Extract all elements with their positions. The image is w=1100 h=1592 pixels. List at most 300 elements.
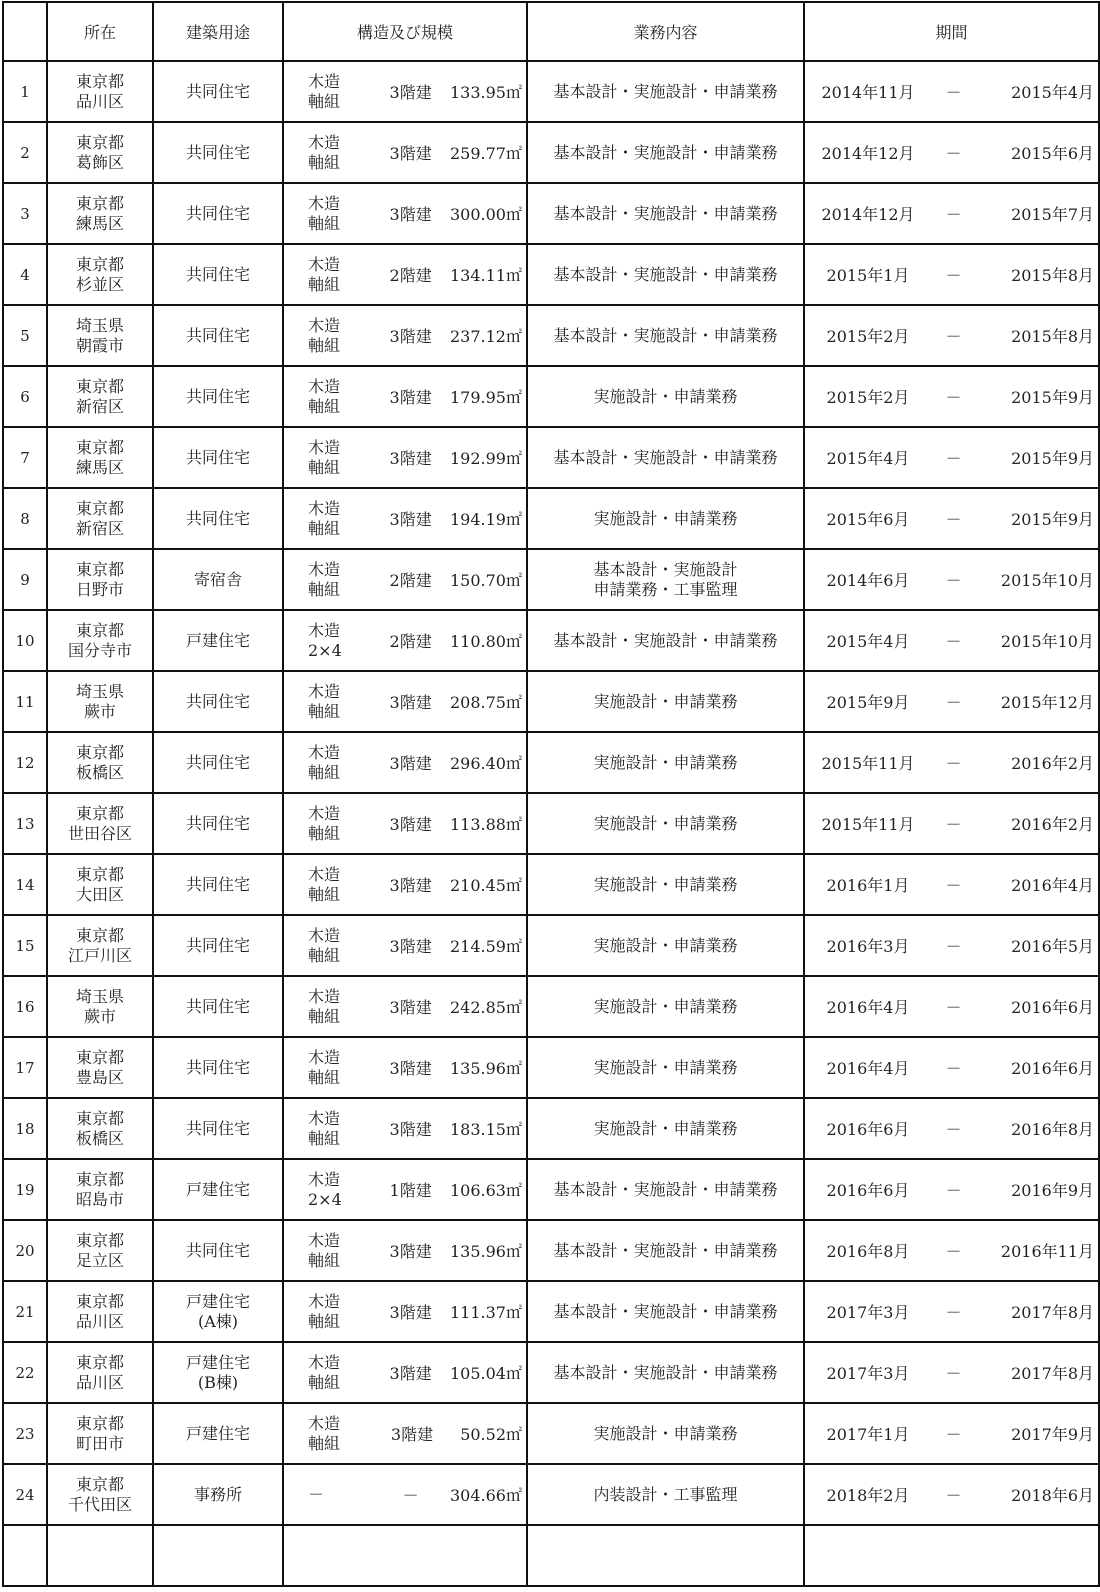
prefecture: 東京都 [75, 559, 124, 579]
period-start: 2017年3月 [826, 1364, 910, 1383]
prefecture: 東京都 [75, 1047, 124, 1067]
work-cell [527, 1342, 804, 1403]
floor-area: 150.70㎡ [450, 571, 522, 590]
building-usage: 戸建住宅 [185, 630, 250, 650]
structure-cell [283, 1342, 527, 1403]
header-period: 期間 [804, 2, 1099, 61]
period-end: 2016年6月 [1011, 1059, 1094, 1078]
row-number-text: 12 [15, 753, 35, 772]
structure-type: 木造 [308, 132, 341, 152]
structure-cell [283, 854, 527, 915]
work-cell [527, 1159, 804, 1220]
city: 品川区 [75, 91, 124, 111]
row-number [3, 1403, 47, 1464]
table-row [3, 1342, 1099, 1403]
structure-type: 木造 [308, 498, 341, 518]
building-usage: 共同住宅 [185, 447, 250, 467]
row-number [3, 1037, 47, 1098]
structure-type: 木造 [308, 1169, 341, 1189]
building-usage: 共同住宅 [185, 1240, 250, 1260]
period-cell [804, 854, 1099, 915]
city: 朝霞市 [75, 335, 124, 355]
city: 蕨市 [83, 701, 116, 721]
period-dash: － [945, 1181, 962, 1200]
work-cell [527, 427, 804, 488]
period-start: 2014年11月 [821, 83, 915, 102]
floor-count: 2階建 [389, 632, 432, 651]
floor-area: 110.80㎡ [450, 632, 522, 651]
period-cell [804, 549, 1099, 610]
table-row [3, 122, 1099, 183]
work-content: 内装設計・工事監理 [593, 1484, 738, 1504]
period-cell [804, 915, 1099, 976]
period-start: 2017年1月 [826, 1425, 910, 1444]
location-cell [47, 793, 153, 854]
period-dash: － [945, 632, 962, 651]
structure-cell [283, 732, 527, 793]
header-number [3, 2, 47, 61]
work-cell [527, 122, 804, 183]
period-cell [804, 671, 1099, 732]
structure-cell [283, 1220, 527, 1281]
floor-area: 135.96㎡ [450, 1059, 522, 1078]
city: 世田谷区 [67, 823, 132, 843]
work-cell [527, 488, 804, 549]
period-dash: － [945, 1059, 962, 1078]
structure-method: 軸組 [308, 1433, 341, 1453]
work-content: 実施設計・申請業務 [593, 752, 738, 772]
period-cell [804, 183, 1099, 244]
usage-cell [153, 427, 283, 488]
floor-area: 50.52㎡ [460, 1425, 522, 1444]
period-end: 2015年10月 [1000, 632, 1094, 651]
city: 昭島市 [75, 1189, 124, 1209]
table-row [3, 854, 1099, 915]
period-start: 2016年6月 [826, 1120, 910, 1139]
work-content: 基本設計・実施設計・申請業務 [553, 142, 778, 162]
table-row [3, 366, 1099, 427]
period-dash: － [945, 998, 962, 1017]
period-start: 2015年11月 [821, 754, 915, 773]
floor-count: 3階建 [389, 510, 432, 529]
structure-type: 木造 [308, 437, 341, 457]
table-row [3, 793, 1099, 854]
prefecture: 東京都 [75, 1169, 124, 1189]
row-number-text: 16 [15, 997, 35, 1016]
building-usage: 共同住宅 [185, 935, 250, 955]
header-usage: 建築用途 [153, 2, 283, 61]
structure-method: 軸組 [308, 579, 341, 599]
work-content: 実施設計・申請業務 [593, 874, 738, 894]
table-header-row [3, 2, 1099, 61]
usage-cell [153, 61, 283, 122]
period-dash: － [945, 510, 962, 529]
building-usage: 共同住宅 [185, 325, 250, 345]
building-usage: 共同住宅 [185, 1057, 250, 1077]
location-cell [47, 671, 153, 732]
table-row [3, 183, 1099, 244]
structure-cell [283, 427, 527, 488]
period-start: 2016年6月 [826, 1181, 910, 1200]
work-content: 実施設計・申請業務 [593, 386, 738, 406]
structure-type: 木造 [308, 1230, 341, 1250]
prefecture: 東京都 [75, 925, 124, 945]
structure-cell [283, 976, 527, 1037]
location-cell [47, 1342, 153, 1403]
usage-cell [153, 915, 283, 976]
work-cell [527, 244, 804, 305]
building-usage: 戸建住宅 [185, 1423, 250, 1443]
floor-area: 135.96㎡ [450, 1242, 522, 1261]
period-start: 2016年8月 [826, 1242, 910, 1261]
period-cell [804, 976, 1099, 1037]
period-cell [804, 1342, 1099, 1403]
table-row [3, 549, 1099, 610]
row-number [3, 976, 47, 1037]
structure-type: － [308, 1484, 325, 1504]
usage-cell [153, 1220, 283, 1281]
floor-count: 3階建 [389, 1364, 432, 1383]
structure-type: 木造 [308, 681, 341, 701]
period-dash: － [945, 1486, 962, 1505]
prefecture: 東京都 [75, 1352, 124, 1372]
usage-cell [153, 610, 283, 671]
building-usage: 共同住宅 [185, 264, 250, 284]
structure-method: 軸組 [308, 1128, 341, 1148]
period-end: 2016年11月 [1000, 1242, 1094, 1261]
table-row [3, 732, 1099, 793]
work-cell [527, 549, 804, 610]
building-usage: 共同住宅 [185, 508, 250, 528]
usage-cell [153, 1403, 283, 1464]
usage-cell [153, 1037, 283, 1098]
usage-cell [153, 305, 283, 366]
period-end: 2017年8月 [1011, 1303, 1094, 1322]
floor-area: 134.11㎡ [450, 266, 522, 285]
table-row [3, 1220, 1099, 1281]
period-end: 2016年2月 [1011, 815, 1094, 834]
structure-type: 木造 [308, 620, 341, 640]
building-usage: 戸建住宅 [185, 1352, 250, 1372]
floor-count: 3階建 [389, 754, 432, 773]
work-cell [527, 671, 804, 732]
row-number [3, 61, 47, 122]
period-end: 2015年7月 [1011, 205, 1094, 224]
work-cell [527, 1098, 804, 1159]
period-start: 2015年9月 [826, 693, 910, 712]
location-cell [47, 854, 153, 915]
period-dash: － [945, 876, 962, 895]
work-content: 実施設計・申請業務 [593, 996, 738, 1016]
structure-method: 軸組 [308, 518, 341, 538]
table-body [3, 61, 1099, 1586]
floor-area: 242.85㎡ [450, 998, 522, 1017]
floor-count: 3階建 [389, 815, 432, 834]
period-cell [804, 1098, 1099, 1159]
city: 国分寺市 [67, 640, 132, 660]
work-content: 基本設計・実施設計・申請業務 [553, 1362, 778, 1382]
floor-area: 113.88㎡ [450, 815, 522, 834]
building-usage: 共同住宅 [185, 81, 250, 101]
period-cell [804, 732, 1099, 793]
structure-method: 軸組 [308, 1006, 341, 1026]
prefecture: 東京都 [75, 864, 124, 884]
location-cell [47, 915, 153, 976]
prefecture: 埼玉県 [75, 986, 124, 1006]
work-cell [527, 366, 804, 427]
row-number [3, 488, 47, 549]
row-number [3, 793, 47, 854]
floor-count: 3階建 [389, 693, 432, 712]
city: 蕨市 [83, 1006, 116, 1026]
work-content: 実施設計・申請業務 [593, 508, 738, 528]
prefecture: 東京都 [75, 1108, 124, 1128]
period-dash: － [945, 571, 962, 590]
row-number-text: 23 [15, 1424, 35, 1443]
work-cell [527, 976, 804, 1037]
row-number [3, 183, 47, 244]
work-content: 実施設計・申請業務 [593, 1057, 738, 1077]
location-cell [47, 183, 153, 244]
period-cell [804, 1464, 1099, 1525]
row-number-text: 7 [20, 448, 30, 467]
period-end: 2015年8月 [1011, 266, 1094, 285]
location-cell [47, 732, 153, 793]
structure-method: 軸組 [308, 152, 341, 172]
structure-method: 軸組 [308, 1311, 341, 1331]
period-start: 2014年6月 [826, 571, 910, 590]
period-dash: － [945, 1242, 962, 1261]
table-row [3, 488, 1099, 549]
floor-count: 3階建 [389, 1120, 432, 1139]
work-cell [527, 854, 804, 915]
table-row [3, 305, 1099, 366]
usage-cell [153, 122, 283, 183]
period-start: 2016年4月 [826, 998, 910, 1017]
period-end: 2015年6月 [1011, 144, 1094, 163]
period-start: 2016年3月 [826, 937, 910, 956]
city: 千代田区 [67, 1494, 132, 1514]
floor-count: 3階建 [389, 1303, 432, 1322]
location-cell [47, 427, 153, 488]
city: 練馬区 [75, 457, 124, 477]
building-usage: 共同住宅 [185, 813, 250, 833]
blank-cell [283, 1525, 527, 1586]
location-cell [47, 61, 153, 122]
building-usage-sub: (A棟) [197, 1311, 239, 1331]
row-number-text: 24 [15, 1485, 35, 1504]
floor-count: 3階建 [389, 1059, 432, 1078]
floor-area: 304.66㎡ [450, 1486, 522, 1505]
structure-method: 軸組 [308, 213, 341, 233]
location-cell [47, 244, 153, 305]
floor-area: 111.37㎡ [450, 1303, 522, 1322]
prefecture: 東京都 [75, 620, 124, 640]
period-cell [804, 1220, 1099, 1281]
floor-area: 237.12㎡ [450, 327, 522, 346]
period-start: 2014年12月 [821, 205, 915, 224]
building-usage-sub: (B棟) [197, 1372, 239, 1392]
structure-method: 軸組 [308, 274, 341, 294]
structure-cell [283, 610, 527, 671]
city: 日野市 [75, 579, 124, 599]
period-cell [804, 488, 1099, 549]
building-usage: 共同住宅 [185, 996, 250, 1016]
structure-type: 木造 [308, 1413, 341, 1433]
usage-cell [153, 1159, 283, 1220]
city: 町田市 [75, 1433, 124, 1453]
usage-cell [153, 549, 283, 610]
period-dash: － [945, 1425, 962, 1444]
usage-cell [153, 488, 283, 549]
row-number [3, 854, 47, 915]
work-content: 実施設計・申請業務 [593, 1118, 738, 1138]
row-number-text: 3 [20, 204, 30, 223]
prefecture: 埼玉県 [75, 315, 124, 335]
period-cell [804, 1403, 1099, 1464]
work-cell [527, 610, 804, 671]
prefecture: 埼玉県 [75, 681, 124, 701]
period-cell [804, 1281, 1099, 1342]
work-content: 基本設計・実施設計・申請業務 [553, 81, 778, 101]
prefecture: 東京都 [75, 1413, 124, 1433]
period-cell [804, 305, 1099, 366]
work-content: 実施設計・申請業務 [593, 1423, 738, 1443]
structure-method: 軸組 [308, 1067, 341, 1087]
period-end: 2018年6月 [1011, 1486, 1094, 1505]
period-dash: － [945, 327, 962, 346]
period-dash: － [945, 815, 962, 834]
prefecture: 東京都 [75, 1230, 124, 1250]
row-number [3, 366, 47, 427]
floor-count: 3階建 [389, 144, 432, 163]
structure-type: 木造 [308, 1047, 341, 1067]
structure-cell [283, 1098, 527, 1159]
usage-cell [153, 793, 283, 854]
work-cell [527, 915, 804, 976]
floor-count: 3階建 [389, 83, 432, 102]
row-number-text: 22 [15, 1363, 35, 1382]
prefecture: 東京都 [75, 132, 124, 152]
floor-area: 259.77㎡ [450, 144, 522, 163]
table-row [3, 671, 1099, 732]
period-dash: － [945, 266, 962, 285]
structure-cell [283, 305, 527, 366]
building-usage: 共同住宅 [185, 1118, 250, 1138]
structure-cell [283, 366, 527, 427]
usage-cell [153, 671, 283, 732]
prefecture: 東京都 [75, 376, 124, 396]
structure-method: 軸組 [308, 1372, 341, 1392]
prefecture: 東京都 [75, 1291, 124, 1311]
row-number [3, 732, 47, 793]
row-number-text: 13 [15, 814, 35, 833]
table-row [3, 1464, 1099, 1525]
period-end: 2015年9月 [1011, 449, 1094, 468]
work-content: 実施設計・申請業務 [593, 813, 738, 833]
period-start: 2015年11月 [821, 815, 915, 834]
structure-method: 軸組 [308, 396, 341, 416]
location-cell [47, 549, 153, 610]
work-content: 基本設計・実施設計・申請業務 [553, 1240, 778, 1260]
structure-method: 軸組 [308, 701, 341, 721]
floor-area: 210.45㎡ [450, 876, 522, 895]
floor-count: 3階建 [389, 937, 432, 956]
structure-method: 2×4 [308, 640, 342, 660]
prefecture: 東京都 [75, 71, 124, 91]
usage-cell [153, 1098, 283, 1159]
row-number-text: 5 [20, 326, 30, 345]
city: 新宿区 [75, 518, 124, 538]
row-number [3, 671, 47, 732]
row-number-text: 20 [15, 1241, 35, 1260]
period-dash: － [945, 937, 962, 956]
structure-cell [283, 122, 527, 183]
period-cell [804, 122, 1099, 183]
table-row [3, 1037, 1099, 1098]
city: 板橋区 [75, 1128, 124, 1148]
structure-method: 軸組 [308, 457, 341, 477]
structure-method: 軸組 [308, 945, 341, 965]
period-start: 2017年3月 [826, 1303, 910, 1322]
work-content: 基本設計・実施設計・申請業務 [553, 264, 778, 284]
work-content: 基本設計・実施設計・申請業務 [553, 630, 778, 650]
period-end: 2015年9月 [1011, 510, 1094, 529]
usage-cell [153, 854, 283, 915]
period-start: 2014年12月 [821, 144, 915, 163]
usage-cell [153, 1464, 283, 1525]
work-content: 基本設計・実施設計・申請業務 [553, 1301, 778, 1321]
row-number [3, 1342, 47, 1403]
row-number-text: 9 [20, 570, 30, 589]
city: 大田区 [75, 884, 124, 904]
building-usage: 寄宿舎 [193, 569, 242, 589]
period-start: 2018年2月 [826, 1486, 910, 1505]
header-work: 業務内容 [527, 2, 804, 61]
table-row [3, 1098, 1099, 1159]
structure-cell [283, 1403, 527, 1464]
prefecture: 東京都 [75, 1474, 124, 1494]
period-start: 2016年4月 [826, 1059, 910, 1078]
structure-method: 2×4 [308, 1189, 342, 1209]
floor-count: 2階建 [389, 571, 432, 590]
floor-count: 3階建 [389, 327, 432, 346]
location-cell [47, 488, 153, 549]
period-end: 2017年9月 [1011, 1425, 1094, 1444]
location-cell [47, 1159, 153, 1220]
row-number-text: 2 [20, 143, 30, 162]
blank-cell [153, 1525, 283, 1586]
floor-area: 106.63㎡ [450, 1181, 522, 1200]
usage-cell [153, 244, 283, 305]
period-dash: － [945, 144, 962, 163]
building-usage: 共同住宅 [185, 752, 250, 772]
usage-cell [153, 732, 283, 793]
period-end: 2015年4月 [1011, 83, 1094, 102]
period-dash: － [945, 83, 962, 102]
structure-cell [283, 1281, 527, 1342]
location-cell [47, 1037, 153, 1098]
table-row [3, 427, 1099, 488]
work-content: 基本設計・実施設計・申請業務 [553, 1179, 778, 1199]
period-cell [804, 366, 1099, 427]
table-row [3, 1403, 1099, 1464]
row-number-text: 21 [15, 1302, 35, 1321]
period-dash: － [945, 1303, 962, 1322]
row-number-text: 1 [20, 82, 30, 101]
floor-count: 3階建 [389, 876, 432, 895]
project-table [2, 1, 1100, 1587]
